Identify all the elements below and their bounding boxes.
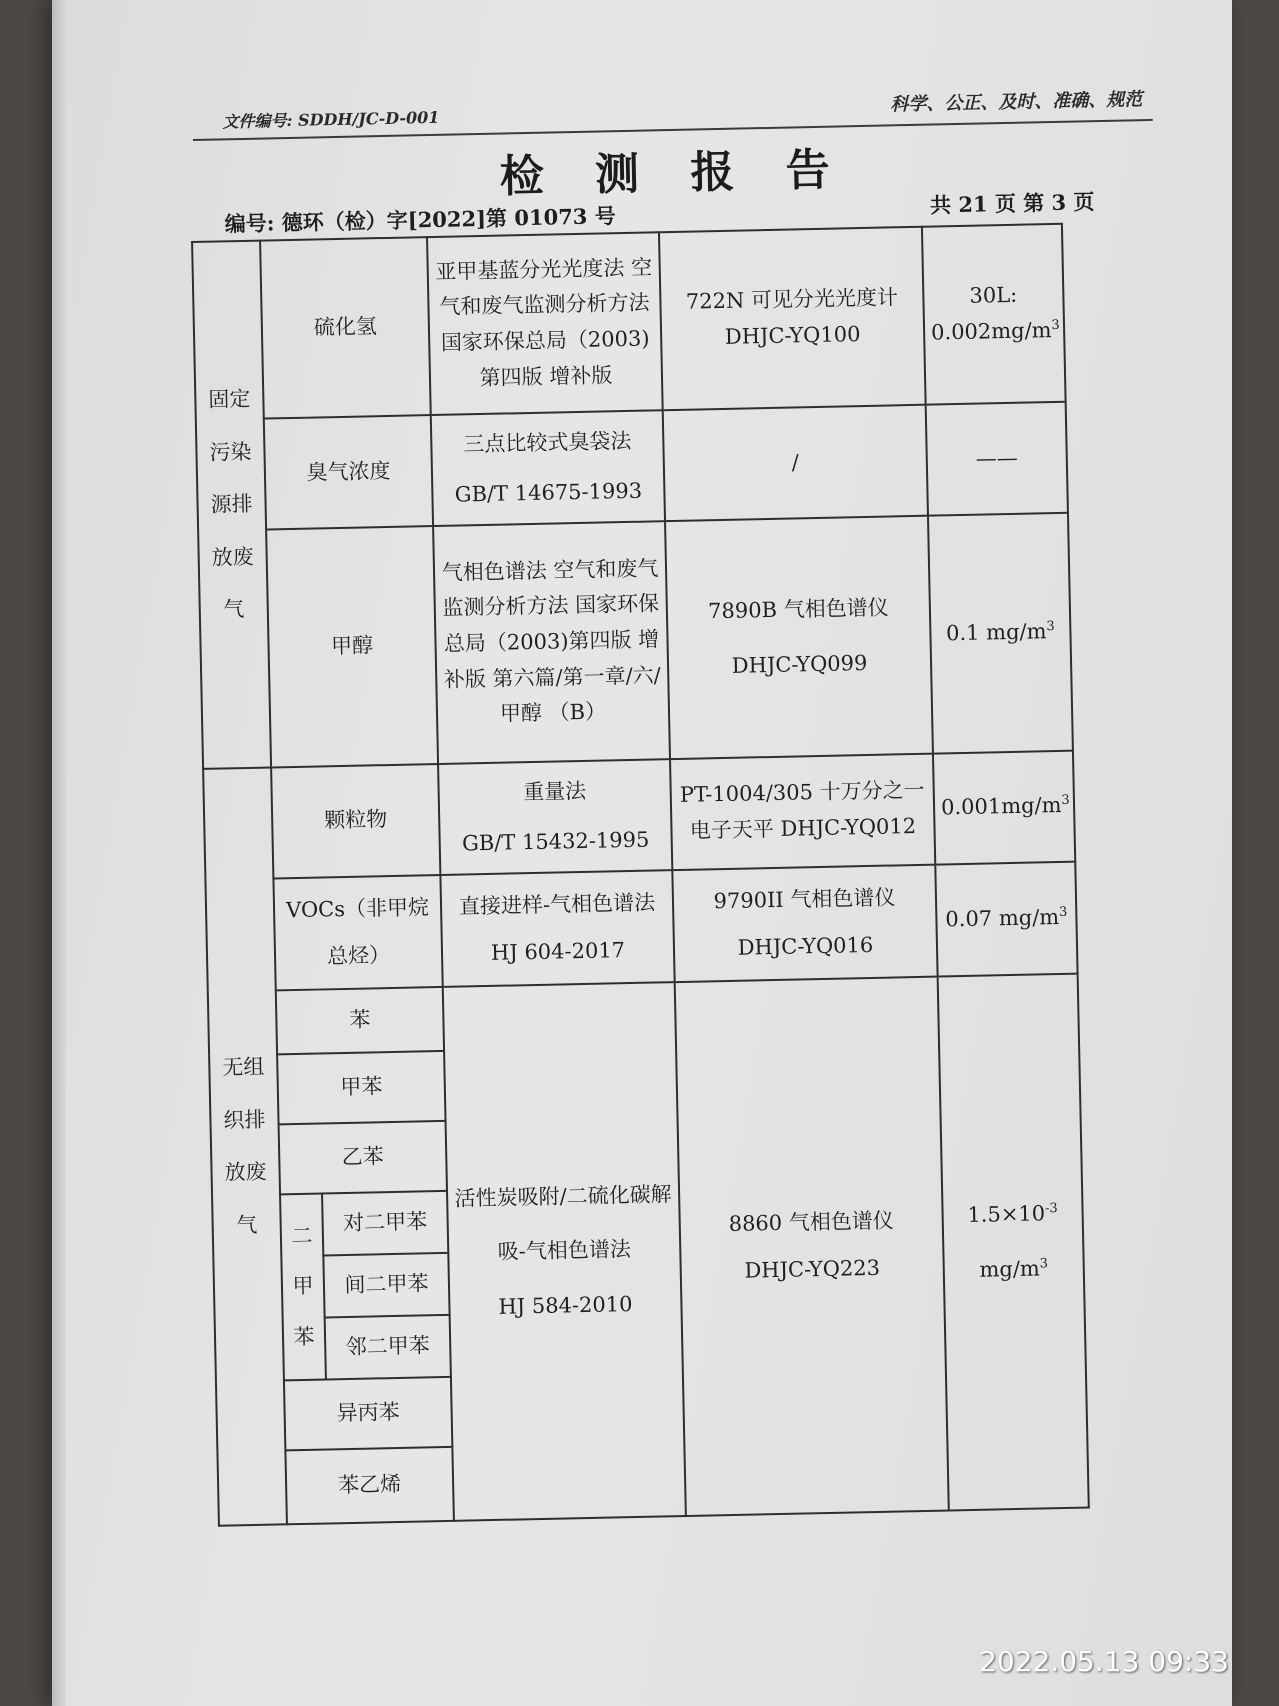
report-number: 编号: 德环（检）字[2022]第 01073 号 xyxy=(224,203,616,237)
limit-text: mg/m xyxy=(979,1256,1041,1282)
method-text: 重量法 xyxy=(522,778,587,804)
limit-cell xyxy=(935,861,1077,976)
method-cell xyxy=(438,759,672,875)
item-cell: 间二甲苯 xyxy=(323,1252,449,1317)
method-text: 活性炭吸附/二硫化碳解吸-气相色谱法 xyxy=(454,1181,672,1265)
limit-sup: 3 xyxy=(1051,317,1060,334)
limit-sup: 3 xyxy=(1046,618,1055,635)
instrument-cell xyxy=(675,976,949,1515)
report-title: 检 测 报 告 xyxy=(499,144,849,203)
item-cell: 对二甲苯 xyxy=(322,1190,448,1255)
motto: 科学、公正、及时、准确、规范 xyxy=(890,89,1143,116)
limit-sup: 3 xyxy=(1058,904,1068,920)
item-cell: 硫化氢 xyxy=(260,237,431,418)
instrument-text: DHJC-YQ099 xyxy=(731,650,868,678)
item-cell: 甲苯 xyxy=(277,1050,445,1123)
limit-text: 0.07 mg/m xyxy=(945,904,1060,932)
page-info: 共 21 页 第 3 页 xyxy=(929,189,1095,218)
document-page xyxy=(52,0,1232,1706)
item-cell: VOCs（非甲烷总烃） xyxy=(273,875,442,990)
method-text: HJ 584-2010 xyxy=(498,1291,633,1319)
file-number: 文件编号: SDDH/JC-D-001 xyxy=(222,107,440,132)
limit-sup: -3 xyxy=(1044,1201,1058,1217)
instrument-text: 8860 气相色谱仪 xyxy=(728,1208,895,1237)
item-cell: 甲醇 xyxy=(266,526,438,767)
limit-cell: —— xyxy=(926,402,1068,516)
limit-sup: 3 xyxy=(1039,1255,1049,1272)
method-text: GB/T 15432-1995 xyxy=(461,827,650,856)
method-cell xyxy=(431,410,665,526)
table-row xyxy=(205,861,1077,991)
limit-text: 0.002mg/m xyxy=(930,318,1052,345)
method-cell xyxy=(443,982,686,1521)
limit-text: 0.001mg/m xyxy=(940,793,1062,820)
instrument-cell xyxy=(672,864,937,981)
instrument-text: DHJC-YQ016 xyxy=(737,932,874,960)
method-cell: 直接进样-气相色谱法 HJ 604-2017 xyxy=(440,870,674,987)
instrument-text: DHJC-YQ223 xyxy=(744,1255,881,1283)
instrument-cell: 722N 可见分光光度计 DHJC-YQ100 xyxy=(659,227,926,410)
limit-sup: 3 xyxy=(1061,793,1070,809)
instrument-text: 9790II 气相色谱仪 xyxy=(713,885,896,914)
report-sheet xyxy=(192,75,1182,1526)
detection-method-table xyxy=(191,223,1090,1527)
limit-text: 0.1 mg/m xyxy=(945,619,1047,646)
item-cell: 颗粒物 xyxy=(271,764,440,878)
table-row xyxy=(192,224,1066,420)
page-binding-edge xyxy=(52,0,66,1706)
limit-cell xyxy=(922,224,1066,405)
limit-text: 30L: xyxy=(969,283,1018,309)
group-fugitive: 无组织排放废气 xyxy=(203,767,287,1525)
instrument-cell: PT-1004/305 十万分之一电子天平 DHJC-YQ012 xyxy=(670,753,935,869)
table-row xyxy=(198,513,1073,769)
method-text: GB/T 14675-1993 xyxy=(454,479,643,507)
method-text: 三点比较式臭袋法 xyxy=(463,428,632,457)
limit-text: 1.5×10 xyxy=(967,1201,1046,1227)
method-cell: 气相色谱法 空气和废气监测分析方法 国家环保总局（2003)第四版 增补版 第六篇/第一章/六/甲醇 （B） xyxy=(433,521,670,764)
item-cell: 邻二甲苯 xyxy=(325,1314,451,1379)
item-cell: 乙苯 xyxy=(279,1120,447,1193)
limit-cell xyxy=(928,513,1073,754)
item-cell: 异丙苯 xyxy=(284,1376,452,1449)
photo-timestamp: 2022.05.13 09:33 xyxy=(979,1645,1229,1678)
instrument-text: 7890B 气相色谱仪 xyxy=(707,595,889,624)
limit-cell xyxy=(938,973,1089,1510)
table-row xyxy=(196,402,1068,531)
item-cell: 苯乙烯 xyxy=(285,1446,454,1523)
limit-cell xyxy=(933,750,1075,864)
method-cell: 亚甲基蓝分光光度法 空气和废气监测分析方法 国家环保总局（2003)第四版 增补版 xyxy=(427,232,663,415)
table-row xyxy=(203,750,1075,879)
instrument-cell: / xyxy=(663,405,928,521)
instrument-cell xyxy=(665,515,933,758)
group-fixed-source: 固定污染源排放废气 xyxy=(192,241,271,769)
xylene-group-cell: 二甲苯 xyxy=(280,1193,326,1380)
item-cell: 苯 xyxy=(276,987,444,1054)
item-cell: 臭气浓度 xyxy=(264,415,433,529)
